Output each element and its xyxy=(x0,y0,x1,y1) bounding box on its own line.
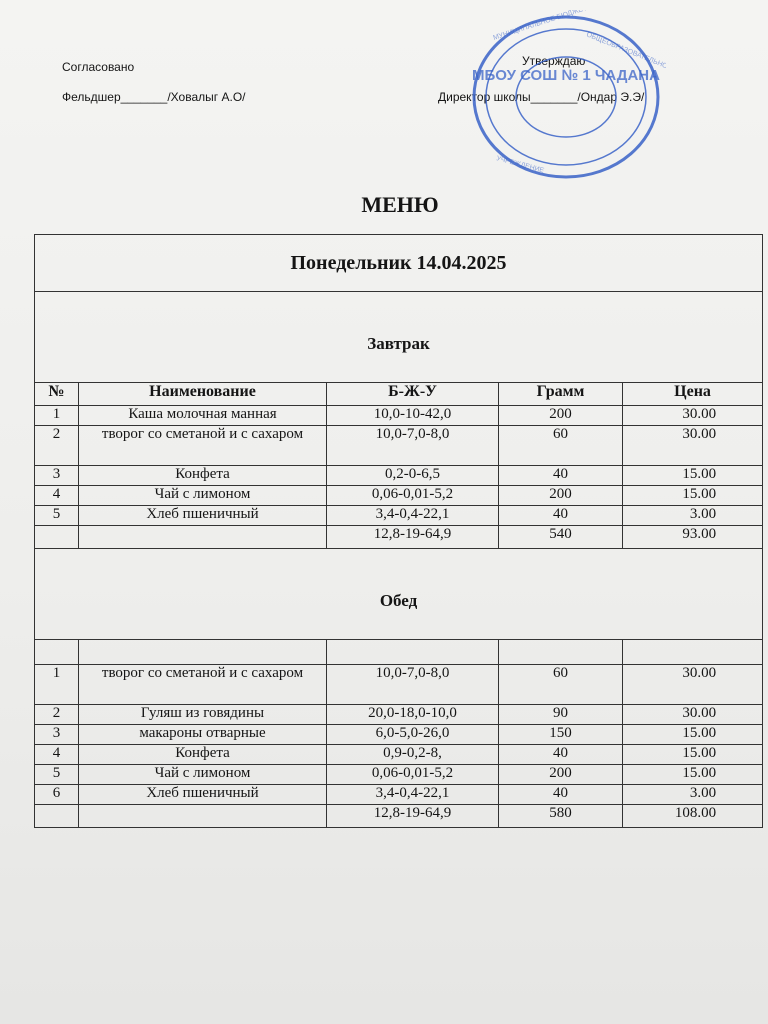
item-price: 15.00 xyxy=(623,486,763,506)
agreed-label: Согласовано xyxy=(62,60,135,74)
menu-table xyxy=(34,234,763,828)
item-gram: 40 xyxy=(499,745,623,765)
item-number: 3 xyxy=(35,466,79,486)
item-price: 15.00 xyxy=(623,745,763,765)
item-number: 1 xyxy=(35,406,79,426)
item-name: Гуляш из говядины xyxy=(79,705,327,725)
item-bju: 20,0-18,0-10,0 xyxy=(327,705,499,725)
lunch-title: Обед xyxy=(35,549,763,640)
item-price: 30.00 xyxy=(623,406,763,426)
director-blank: _______ xyxy=(530,90,578,104)
item-bju: 10,0-7,0-8,0 xyxy=(327,426,499,466)
item-number: 3 xyxy=(35,725,79,745)
table-row xyxy=(35,785,763,805)
blank-row xyxy=(35,640,763,665)
table-row xyxy=(35,765,763,785)
item-name: Хлеб пшеничный xyxy=(79,506,327,526)
item-price: 30.00 xyxy=(623,665,763,705)
empty-cell xyxy=(499,640,623,665)
empty-cell xyxy=(623,640,763,665)
item-bju: 10,0-10-42,0 xyxy=(327,406,499,426)
item-price: 3.00 xyxy=(623,506,763,526)
item-price: 3.00 xyxy=(623,785,763,805)
item-gram: 150 xyxy=(499,725,623,745)
col-bju: Б-Ж-У xyxy=(327,383,499,406)
item-name: макароны отварные xyxy=(79,725,327,745)
breakfast-title: Завтрак xyxy=(35,292,763,383)
col-name: Наименование xyxy=(79,383,327,406)
empty-cell xyxy=(35,640,79,665)
item-gram: 90 xyxy=(499,705,623,725)
day-header: Понедельник 14.04.2025 xyxy=(35,235,763,292)
item-price: 30.00 xyxy=(623,705,763,725)
item-number: 4 xyxy=(35,745,79,765)
table-row xyxy=(35,426,763,466)
item-bju: 6,0-5,0-26,0 xyxy=(327,725,499,745)
col-price: Цена xyxy=(623,383,763,406)
page-title: МЕНЮ xyxy=(361,192,439,217)
empty-cell xyxy=(79,640,327,665)
total-gram: 540 xyxy=(499,526,623,549)
table-row xyxy=(35,406,763,426)
table-row xyxy=(35,705,763,725)
total-bju: 12,8-19-64,9 xyxy=(327,526,499,549)
total-bju: 12,8-19-64,9 xyxy=(327,805,499,828)
table-row xyxy=(35,506,763,526)
item-bju: 0,9-0,2-8, xyxy=(327,745,499,765)
item-name: Чай с лимоном xyxy=(79,765,327,785)
item-number: 5 xyxy=(35,506,79,526)
item-name: творог со сметаной и с сахаром xyxy=(79,665,327,705)
col-gram: Грамм xyxy=(499,383,623,406)
item-number: 2 xyxy=(35,705,79,725)
item-bju: 3,4-0,4-22,1 xyxy=(327,506,499,526)
item-gram: 40 xyxy=(499,506,623,526)
item-bju: 0,2-0-6,5 xyxy=(327,466,499,486)
item-number: 4 xyxy=(35,486,79,506)
table-row xyxy=(35,466,763,486)
approve-label: Утверждаю xyxy=(522,54,586,68)
lunch-total-row xyxy=(35,805,763,828)
total-price: 93.00 xyxy=(623,526,763,549)
stamp-text: МБОУ СОШ № 1 ЧАДАНА xyxy=(472,67,660,84)
empty-cell xyxy=(35,526,79,549)
item-gram: 60 xyxy=(499,665,623,705)
item-price: 15.00 xyxy=(623,466,763,486)
item-bju: 3,4-0,4-22,1 xyxy=(327,785,499,805)
item-number: 1 xyxy=(35,665,79,705)
svg-text:ОБЩЕОБРАЗОВАТЕЛЬНОЕ: ОБЩЕОБРАЗОВАТЕЛЬНОЕ xyxy=(585,31,666,73)
item-name: Конфета xyxy=(79,745,327,765)
item-price: 15.00 xyxy=(623,765,763,785)
table-row xyxy=(35,725,763,745)
total-price: 108.00 xyxy=(623,805,763,828)
item-number: 2 xyxy=(35,426,79,466)
empty-cell xyxy=(79,526,327,549)
item-bju: 10,0-7,0-8,0 xyxy=(327,665,499,705)
breakfast-total-row xyxy=(35,526,763,549)
director-prefix: Директор школы xyxy=(438,90,531,104)
empty-cell xyxy=(79,805,327,828)
col-number: № xyxy=(35,383,79,406)
item-bju: 0,06-0,01-5,2 xyxy=(327,765,499,785)
item-gram: 40 xyxy=(499,785,623,805)
item-gram: 40 xyxy=(499,466,623,486)
school-stamp xyxy=(466,10,666,185)
svg-text:МУНИЦИПАЛЬНОЕ БЮДЖЕТНОЕ: МУНИЦИПАЛЬНОЕ БЮДЖЕТНОЕ xyxy=(492,10,603,42)
table-row xyxy=(35,486,763,506)
director-name: /Ондар Э.Э/ xyxy=(577,90,645,104)
item-price: 30.00 xyxy=(623,426,763,466)
item-bju: 0,06-0,01-5,2 xyxy=(327,486,499,506)
medic-signature-line: Фельдшер_______/Ховалыг А.О/ xyxy=(62,90,246,104)
item-name: Конфета xyxy=(79,466,327,486)
empty-cell xyxy=(35,805,79,828)
total-gram: 580 xyxy=(499,805,623,828)
svg-text:УЧРЕЖДЕНИЕ: УЧРЕЖДЕНИЕ xyxy=(495,155,545,175)
table-row xyxy=(35,665,763,705)
table-row xyxy=(35,745,763,765)
item-gram: 200 xyxy=(499,406,623,426)
item-gram: 60 xyxy=(499,426,623,466)
item-name: Хлеб пшеничный xyxy=(79,785,327,805)
item-price: 15.00 xyxy=(623,725,763,745)
item-number: 5 xyxy=(35,765,79,785)
item-name: творог со сметаной и с сахаром xyxy=(79,426,327,466)
item-gram: 200 xyxy=(499,765,623,785)
item-gram: 200 xyxy=(499,486,623,506)
item-name: Каша молочная манная xyxy=(79,406,327,426)
empty-cell xyxy=(327,640,499,665)
item-name: Чай с лимоном xyxy=(79,486,327,506)
item-number: 6 xyxy=(35,785,79,805)
